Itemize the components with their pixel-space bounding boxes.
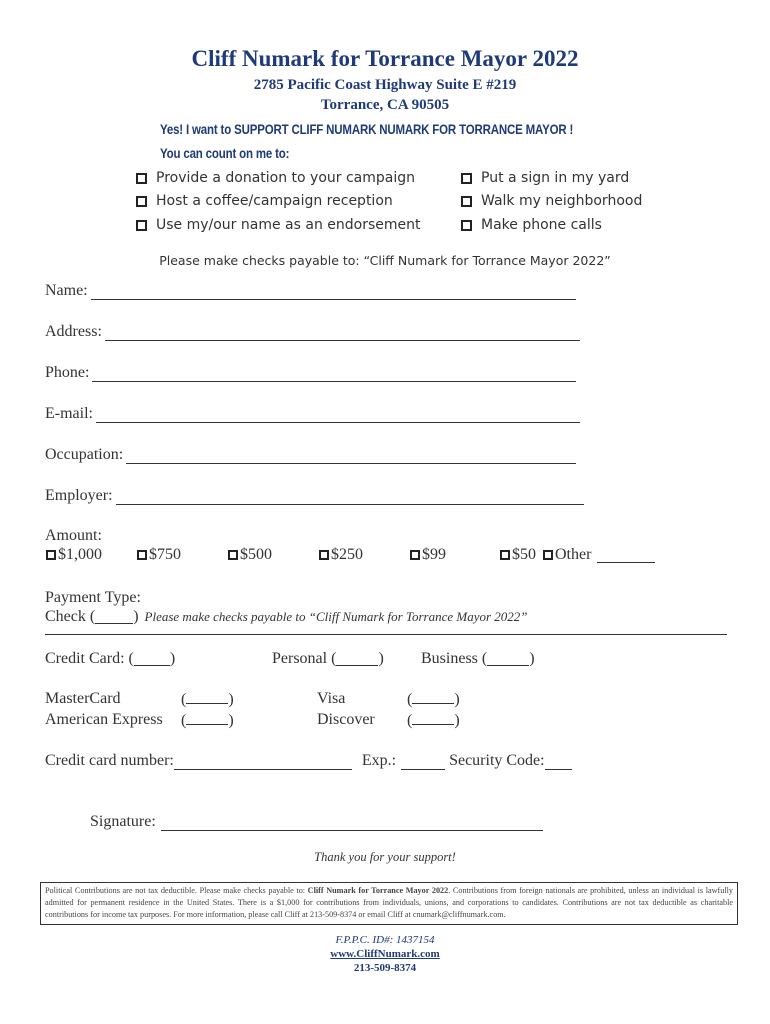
thank-you-note: Thank you for your support!: [314, 850, 456, 864]
amount-value: $750: [149, 546, 181, 563]
checks-payable-note: Please make checks payable to: “Cliff Numark for Torrance Mayor 2022”: [159, 253, 611, 268]
business-label: Business: [421, 650, 478, 667]
signature-field[interactable]: [90, 813, 543, 831]
check-mark-field[interactable]: [95, 610, 133, 624]
address-label: Address:: [45, 323, 102, 340]
other-amount-input-line[interactable]: [597, 548, 655, 563]
address-input-line[interactable]: [105, 326, 580, 341]
checkbox-host-coffee[interactable]: [136, 196, 147, 207]
page-title: Cliff Numark for Torrance Mayor 2022: [191, 46, 579, 71]
business-mark-field[interactable]: [487, 652, 529, 666]
count-on-me-heading: You can count on me to:: [160, 145, 290, 161]
option-label: Provide a donation to your campaign: [156, 170, 415, 186]
amount-option-750[interactable]: [137, 546, 181, 564]
amount-option-99[interactable]: [410, 546, 446, 564]
amount-option-50[interactable]: [500, 546, 536, 564]
amex-mark[interactable]: ( ): [181, 712, 234, 729]
name-input-line[interactable]: [91, 285, 576, 300]
name-field[interactable]: [45, 282, 576, 300]
discover-mark[interactable]: ( ): [407, 712, 460, 729]
option-label: Make phone calls: [481, 217, 602, 233]
amount-label: Amount:: [45, 527, 102, 544]
employer-input-line[interactable]: [116, 490, 584, 505]
occupation-input-line[interactable]: [126, 449, 576, 464]
phone-field[interactable]: [45, 364, 576, 382]
checkbox-donation[interactable]: [136, 173, 147, 184]
option-label: Walk my neighborhood: [481, 193, 643, 209]
amount-option-other[interactable]: [543, 546, 655, 564]
amex-label: American Express: [45, 711, 163, 728]
checkbox-50[interactable]: [500, 550, 510, 560]
name-label: Name:: [45, 282, 88, 299]
credit-card-label: Credit Card:: [45, 650, 125, 667]
signature-input-line[interactable]: [161, 816, 543, 831]
checkbox-750[interactable]: [137, 550, 147, 560]
credit-card-option[interactable]: Credit Card: ( ): [45, 650, 176, 667]
check-label: Check: [45, 608, 86, 625]
option-label: Host a coffee/campaign reception: [156, 193, 393, 209]
checkbox-other[interactable]: [543, 550, 553, 560]
option-label: Put a sign in my yard: [481, 170, 630, 186]
phone-input-line[interactable]: [92, 367, 576, 382]
mastercard-mark[interactable]: ( ): [181, 691, 234, 708]
checkbox-walk-neighborhood[interactable]: [461, 196, 472, 207]
check-payable-note: Please make checks payable to “Cliff Numark for Torrance Mayor 2022”: [144, 609, 528, 624]
disclaimer-box: [40, 882, 738, 925]
email-label: E-mail:: [45, 405, 93, 422]
option-phone-calls[interactable]: [461, 217, 602, 233]
discover-label: Discover: [317, 711, 375, 728]
visa-label: Visa: [317, 690, 346, 707]
cc-number-input-line[interactable]: [174, 755, 352, 770]
checkbox-250[interactable]: [319, 550, 329, 560]
personal-option[interactable]: Personal ( ): [272, 650, 384, 667]
checkbox-1000[interactable]: [46, 550, 56, 560]
exp-input-line[interactable]: [401, 755, 445, 770]
option-walk-neighborhood[interactable]: [461, 193, 642, 209]
phone-label: Phone:: [45, 364, 90, 381]
checkbox-endorsement[interactable]: [136, 220, 147, 231]
security-code-label: Security Code:: [449, 752, 545, 769]
amount-option-250[interactable]: [319, 546, 363, 564]
security-code-input-line[interactable]: [545, 755, 572, 770]
amount-other-label: Other: [555, 546, 592, 563]
visa-mark[interactable]: ( ): [407, 691, 460, 708]
option-label: Use my/our name as an endorsement: [156, 217, 421, 233]
employer-label: Employer:: [45, 487, 113, 504]
amount-option-500[interactable]: [228, 546, 272, 564]
amount-value: $250: [331, 546, 363, 563]
amount-value: $500: [240, 546, 272, 563]
checkbox-yard-sign[interactable]: [461, 173, 472, 184]
occupation-field[interactable]: [45, 446, 576, 464]
email-field[interactable]: [45, 405, 580, 423]
check-option[interactable]: Check ( ) Please make checks payable to “Cliff Numark for Torrance Mayor 2022”: [45, 608, 528, 625]
checkbox-phone-calls[interactable]: [461, 220, 472, 231]
disclaimer-committee-name: Cliff Numark for Torrance Mayor 2022: [307, 886, 449, 895]
footer-phone: 213-509-8374: [353, 962, 417, 974]
personal-label: Personal: [272, 650, 328, 667]
address-line-2: Torrance, CA 90505: [320, 97, 450, 113]
checkbox-500[interactable]: [228, 550, 238, 560]
amount-option-1000[interactable]: [46, 546, 102, 564]
disclaimer-text-cont: . Contributions from foreign nationals are prohibited, unless an individual is lawfully admitted for permanent residence in the United States. There is a $1,000 for contributions from individuals, unions, and corporations to candidates. Contributions are not tax deductible as charitable contributions for income tax purposes. For more information, please call Cliff at 213-509-8374 or email Cliff at cnumark@cliffnumark.com.: [45, 886, 733, 919]
cc-number-label: Credit card number:: [45, 752, 174, 769]
checkbox-99[interactable]: [410, 550, 420, 560]
disclaimer-text: Political Contributions are not tax deductible. Please make checks payable to:: [45, 886, 308, 895]
divider: [45, 634, 727, 635]
option-yard-sign[interactable]: [461, 170, 629, 186]
amount-value: $1,000: [58, 546, 102, 563]
amount-value: $50: [512, 546, 536, 563]
payment-type-label: Payment Type:: [45, 589, 141, 606]
cc-number-field[interactable]: [45, 752, 572, 770]
support-statement: Yes! I want to SUPPORT CLIFF NUMARK NUMARK FOR TORRANCE MAYOR !: [160, 121, 574, 137]
employer-field[interactable]: [45, 487, 584, 505]
credit-card-mark-field[interactable]: [134, 652, 170, 666]
address-line-1: 2785 Pacific Coast Highway Suite E #219: [253, 77, 517, 93]
website-link[interactable]: www.CliffNumark.com: [330, 948, 440, 960]
option-donation[interactable]: [136, 170, 415, 186]
personal-mark-field[interactable]: [336, 652, 378, 666]
address-field[interactable]: [45, 323, 580, 341]
amount-value: $99: [422, 546, 446, 563]
mastercard-label: MasterCard: [45, 690, 121, 707]
exp-label: Exp.:: [361, 752, 397, 769]
email-input-line[interactable]: [96, 408, 580, 423]
option-host-coffee[interactable]: [136, 193, 393, 209]
option-endorsement[interactable]: [136, 217, 420, 233]
signature-label: Signature:: [90, 813, 156, 830]
business-option[interactable]: Business ( ): [421, 650, 535, 667]
occupation-label: Occupation:: [45, 446, 124, 463]
fppc-id: F.P.P.C. ID#: 1437154: [335, 934, 435, 946]
